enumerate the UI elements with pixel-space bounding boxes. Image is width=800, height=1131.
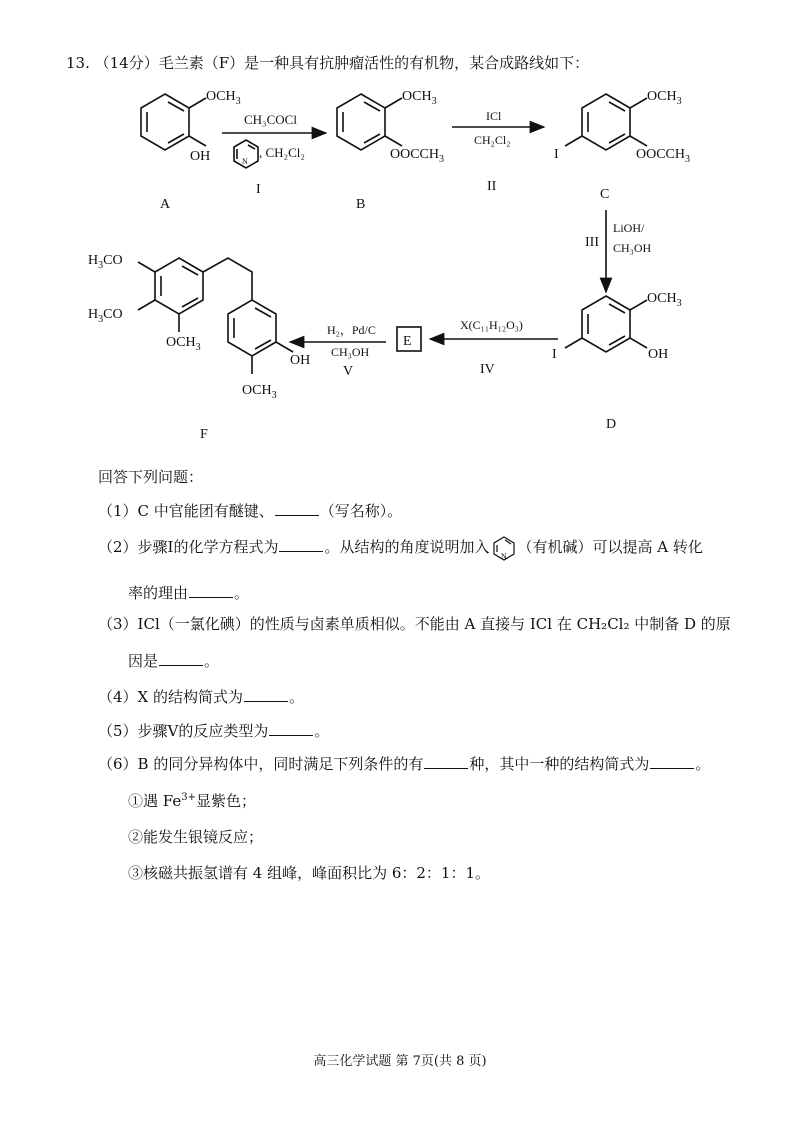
step-2-reagent-top: ICl (486, 109, 502, 123)
compound-label-d: D (606, 417, 617, 432)
compound-label-c: C (600, 187, 610, 202)
question-5: （5）步骤Ⅴ的反应类型为 。 (98, 722, 330, 740)
answer-blank-4[interactable] (244, 688, 288, 702)
step-5-reagent-bottom: CH₃OH (331, 345, 370, 359)
c-ooccH3-label: $OOCCH_3$ (636, 147, 691, 165)
step-3-reagent-bottom: CH₃OH (613, 241, 652, 255)
step-2-number: II (487, 179, 497, 194)
b-ooccH3-label: $OOCCH_3$ (390, 147, 445, 165)
question-1: （1）C 中官能团有醚键、 （写名称）。 (98, 502, 403, 520)
compound-c-structure (565, 94, 647, 150)
step-1-reagent-top: CH₃COCl (244, 112, 297, 127)
f-h3co-mid-label: $H_3CO$ (88, 307, 123, 325)
step-4-reagent: X(C₁₁H₁₂O₃) (460, 318, 523, 332)
answer-blank-2a[interactable] (279, 538, 323, 552)
compound-label-f: F (200, 427, 208, 442)
question-intro: （14分）毛兰素（F）是一种具有抗肿瘤活性的有机物，某合成路线如下： (94, 54, 590, 72)
page-footer: 高三化学试题 第 7页(共 8 页) (313, 1054, 487, 1069)
c-och3-label: $OCH_3$ (647, 89, 682, 107)
answer-blank-2b[interactable] (189, 584, 233, 598)
compound-label-a: A (160, 197, 171, 212)
c-iodo-label: I (554, 147, 559, 162)
step-4-number: IV (480, 362, 495, 377)
compound-a-structure (141, 94, 206, 150)
step-5-number: V (343, 364, 354, 379)
f-oh-label: OH (290, 353, 311, 368)
compound-d-structure (565, 296, 647, 352)
synthesis-scheme (0, 0, 800, 460)
step-1-number: I (256, 182, 261, 197)
d-oh-label: OH (648, 347, 669, 362)
condition-2: ②能发生银镜反应； (128, 828, 264, 846)
question-3: （3）ICl（一氯化碘）的性质与卤素单质相似。不能由 A 直接与 ICl 在 CH₂Cl₂ 中制备 D 的原 (98, 615, 731, 633)
question-3-continuation: 因是 。 (128, 652, 220, 670)
question-number: 13. (66, 54, 90, 72)
d-iodo-label: I (552, 347, 557, 362)
compound-label-b: B (356, 197, 366, 212)
compound-label-e: E (403, 334, 412, 349)
step-3-reagent-top: LiOH/ (613, 221, 645, 235)
f-och3-lower-label: $OCH_3$ (166, 335, 201, 353)
step-5-reagent-top: H₂，Pd/C (327, 323, 376, 337)
a-oh-label: OH (190, 149, 211, 164)
question-4: （4）X 的结构简式为 。 (98, 688, 305, 706)
f-och3-bottom-label: $OCH_3$ (242, 383, 277, 401)
answer-blank-6b[interactable] (650, 755, 694, 769)
answer-blank-5[interactable] (269, 722, 313, 736)
b-och3-label: $OCH_3$ (402, 89, 437, 107)
compound-b-structure (337, 94, 402, 150)
answer-blank-1[interactable] (275, 502, 319, 516)
step-2-reagent-bottom: CH₂Cl₂ (474, 133, 511, 147)
answer-intro: 回答下列问题： (98, 468, 204, 486)
a-och3-label: $OCH_3$ (206, 89, 241, 107)
answer-blank-3[interactable] (159, 652, 203, 666)
step-1-reagent-bottom: , CH₂Cl₂ (259, 145, 305, 160)
question-2: （2）步骤Ⅰ的化学方程式为 。从结构的角度说明加入 N （有机碱）可以提高 A 转化 (98, 535, 703, 561)
step-3-number: III (585, 235, 599, 250)
pyridine-n-label: N (242, 157, 248, 166)
svg-text:N: N (500, 552, 507, 561)
f-h3co-top-label: $H_3CO$ (88, 253, 123, 271)
answer-blank-6a[interactable] (424, 755, 468, 769)
condition-1: ①遇 $Fe^{3+}$显紫色； (128, 792, 256, 810)
compound-f-structure (138, 258, 293, 374)
condition-3: ③核磁共振氢谱有 4 组峰，峰面积比为 6：2：1：1。 (128, 864, 491, 882)
pyridine-icon (492, 535, 516, 561)
d-och3-label: $OCH_3$ (647, 291, 682, 309)
question-2-continuation: 率的理由 。 (128, 584, 250, 602)
question-6: （6）B 的同分异构体中，同时满足下列条件的有 种，其中一种的结构简式为 。 (98, 755, 711, 773)
